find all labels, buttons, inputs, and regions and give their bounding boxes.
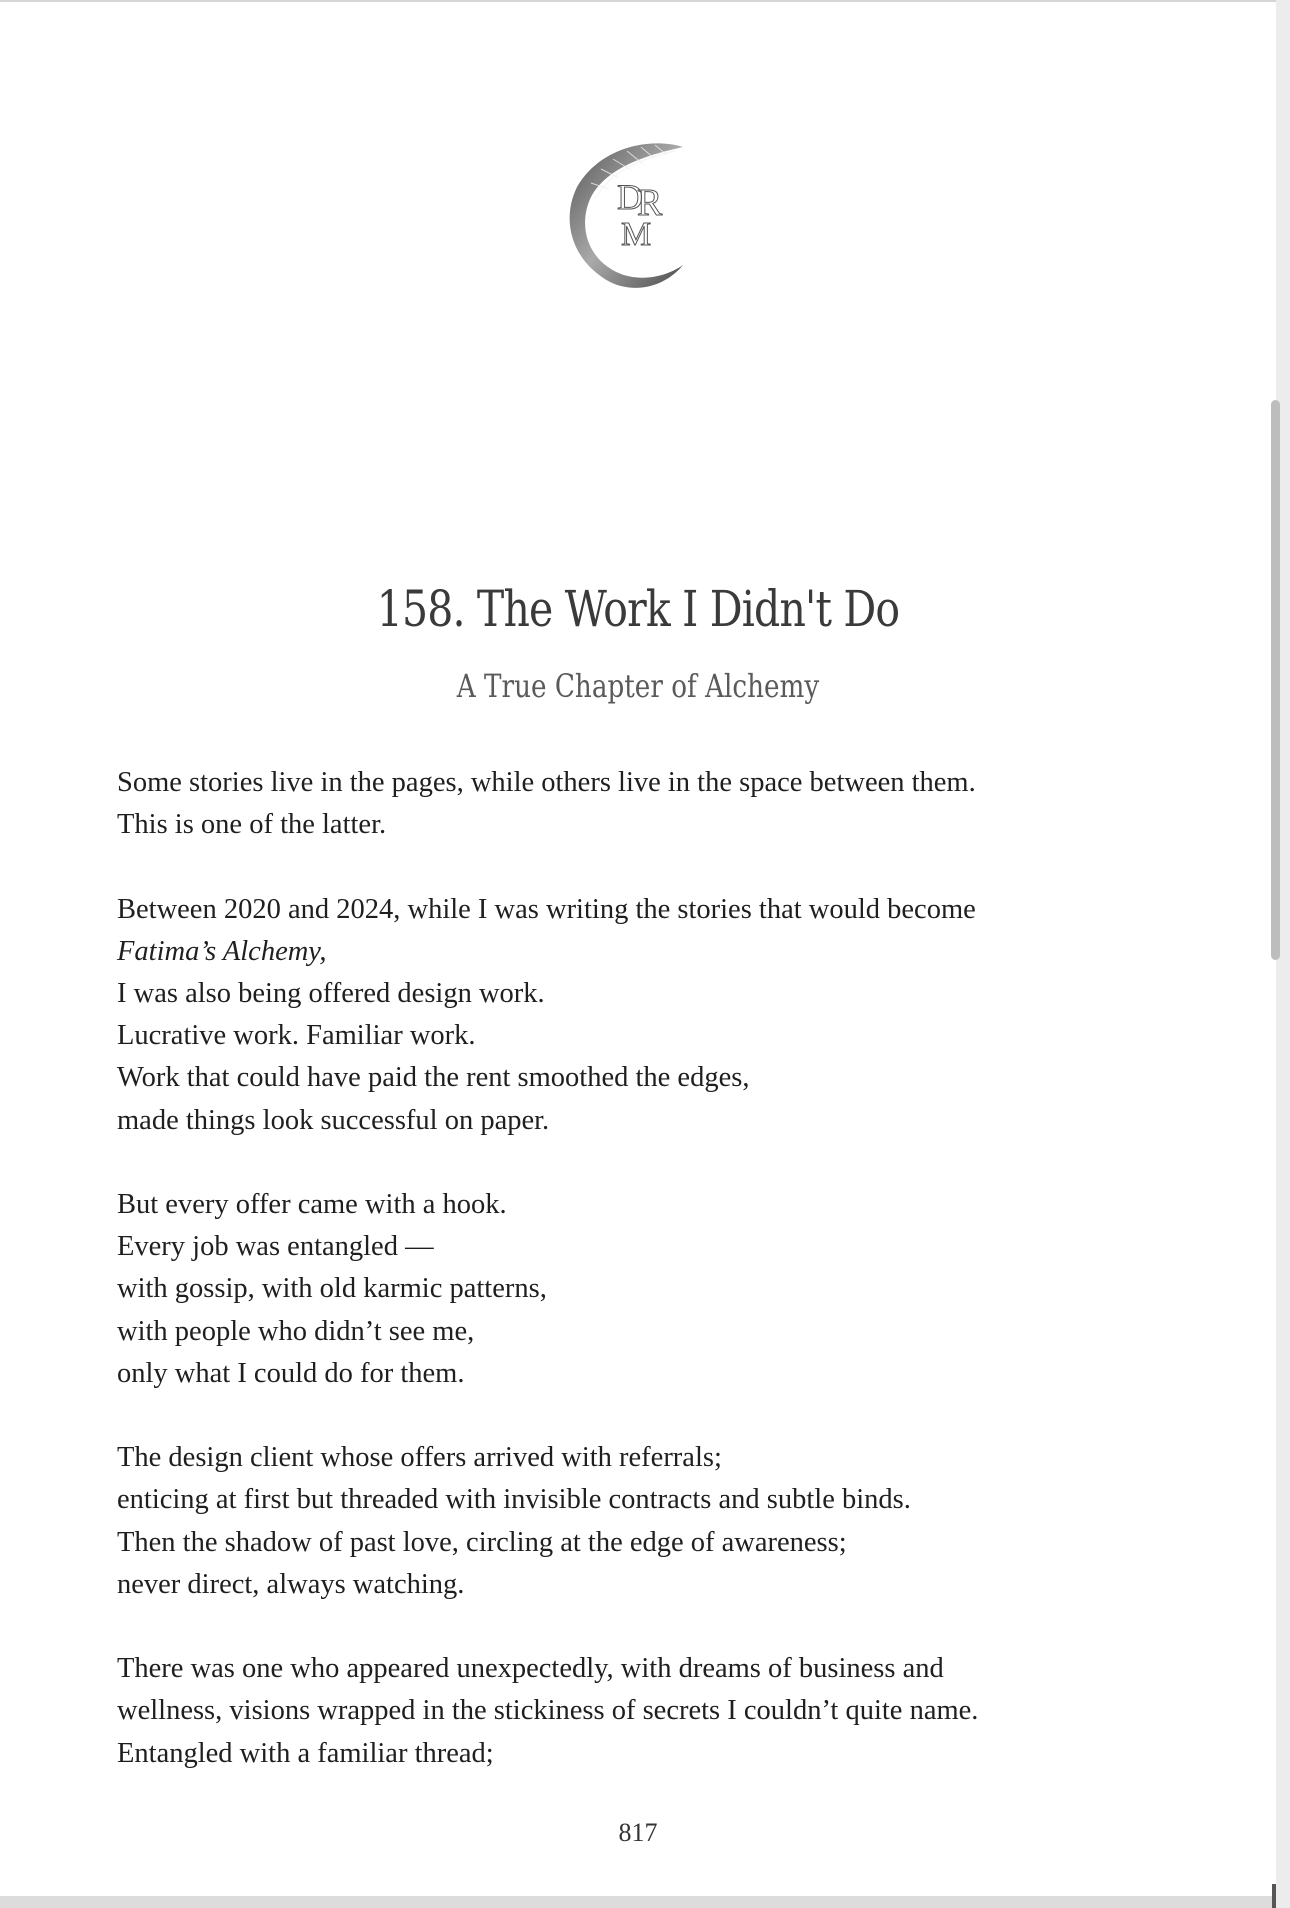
page-number: 817 xyxy=(618,1818,658,1847)
svg-text:M: M xyxy=(621,216,652,253)
text-line: Entangled with a familiar thread; xyxy=(117,1737,494,1769)
svg-text:R: R xyxy=(637,182,663,224)
bottom-edge xyxy=(0,1896,1276,1908)
text-line: There was one who appeared unexpectedly, with dreams of business and xyxy=(117,1653,944,1685)
paragraph-3 xyxy=(117,1184,1177,1395)
chapter-subtitle: A True Chapter of Alchemy xyxy=(456,667,820,705)
scroll-end-marker xyxy=(1272,1884,1276,1908)
paragraph-1 xyxy=(117,762,1177,846)
text-line: only what I could do for them. xyxy=(117,1357,465,1389)
paragraph-4 xyxy=(117,1437,1177,1606)
text-line: enticing at first but threaded with invisible contracts and subtle binds. xyxy=(117,1484,911,1516)
text-line: wellness, visions wrapped in the stickiness of secrets I couldn’t quite name. xyxy=(117,1695,979,1727)
text-line: Work that could have paid the rent smoothed the edges, xyxy=(117,1062,750,1094)
text-line: with people who didn’t see me, xyxy=(117,1315,475,1347)
text-line: Every job was entangled — xyxy=(117,1231,434,1263)
text-line: made things look successful on paper. xyxy=(117,1104,550,1136)
text-line: The design client whose offers arrived with referrals; xyxy=(117,1442,722,1474)
text-line: with gossip, with old karmic patterns, xyxy=(117,1273,547,1305)
text-line: But every offer came with a hook. xyxy=(117,1189,507,1220)
vertical-scrollbar-thumb[interactable] xyxy=(1271,400,1280,960)
chapter-body xyxy=(117,762,1177,1817)
svg-text:D: D xyxy=(617,177,643,217)
paragraph-5 xyxy=(117,1648,1177,1775)
text-line: never direct, always watching. xyxy=(117,1568,465,1600)
paragraph-2 xyxy=(117,889,1177,1142)
text-line: I was also being offered design work. xyxy=(117,978,545,1009)
feather-monogram-logo xyxy=(555,137,715,297)
chapter-title: 158. The Work I Didn't Do xyxy=(376,580,900,638)
text-line: This is one of the latter. xyxy=(117,809,387,841)
text-line: Then the shadow of past love, circling at the edge of awareness; xyxy=(117,1526,847,1558)
text-line: Some stories live in the pages, while others live in the space between them. xyxy=(117,767,976,798)
book-title-italic: Fatima’s Alchemy, xyxy=(117,935,327,967)
text-line: Lucrative work. Familiar work. xyxy=(117,1020,476,1052)
text-line: Between 2020 and 2024, while I was writing the stories that would become xyxy=(117,893,976,925)
